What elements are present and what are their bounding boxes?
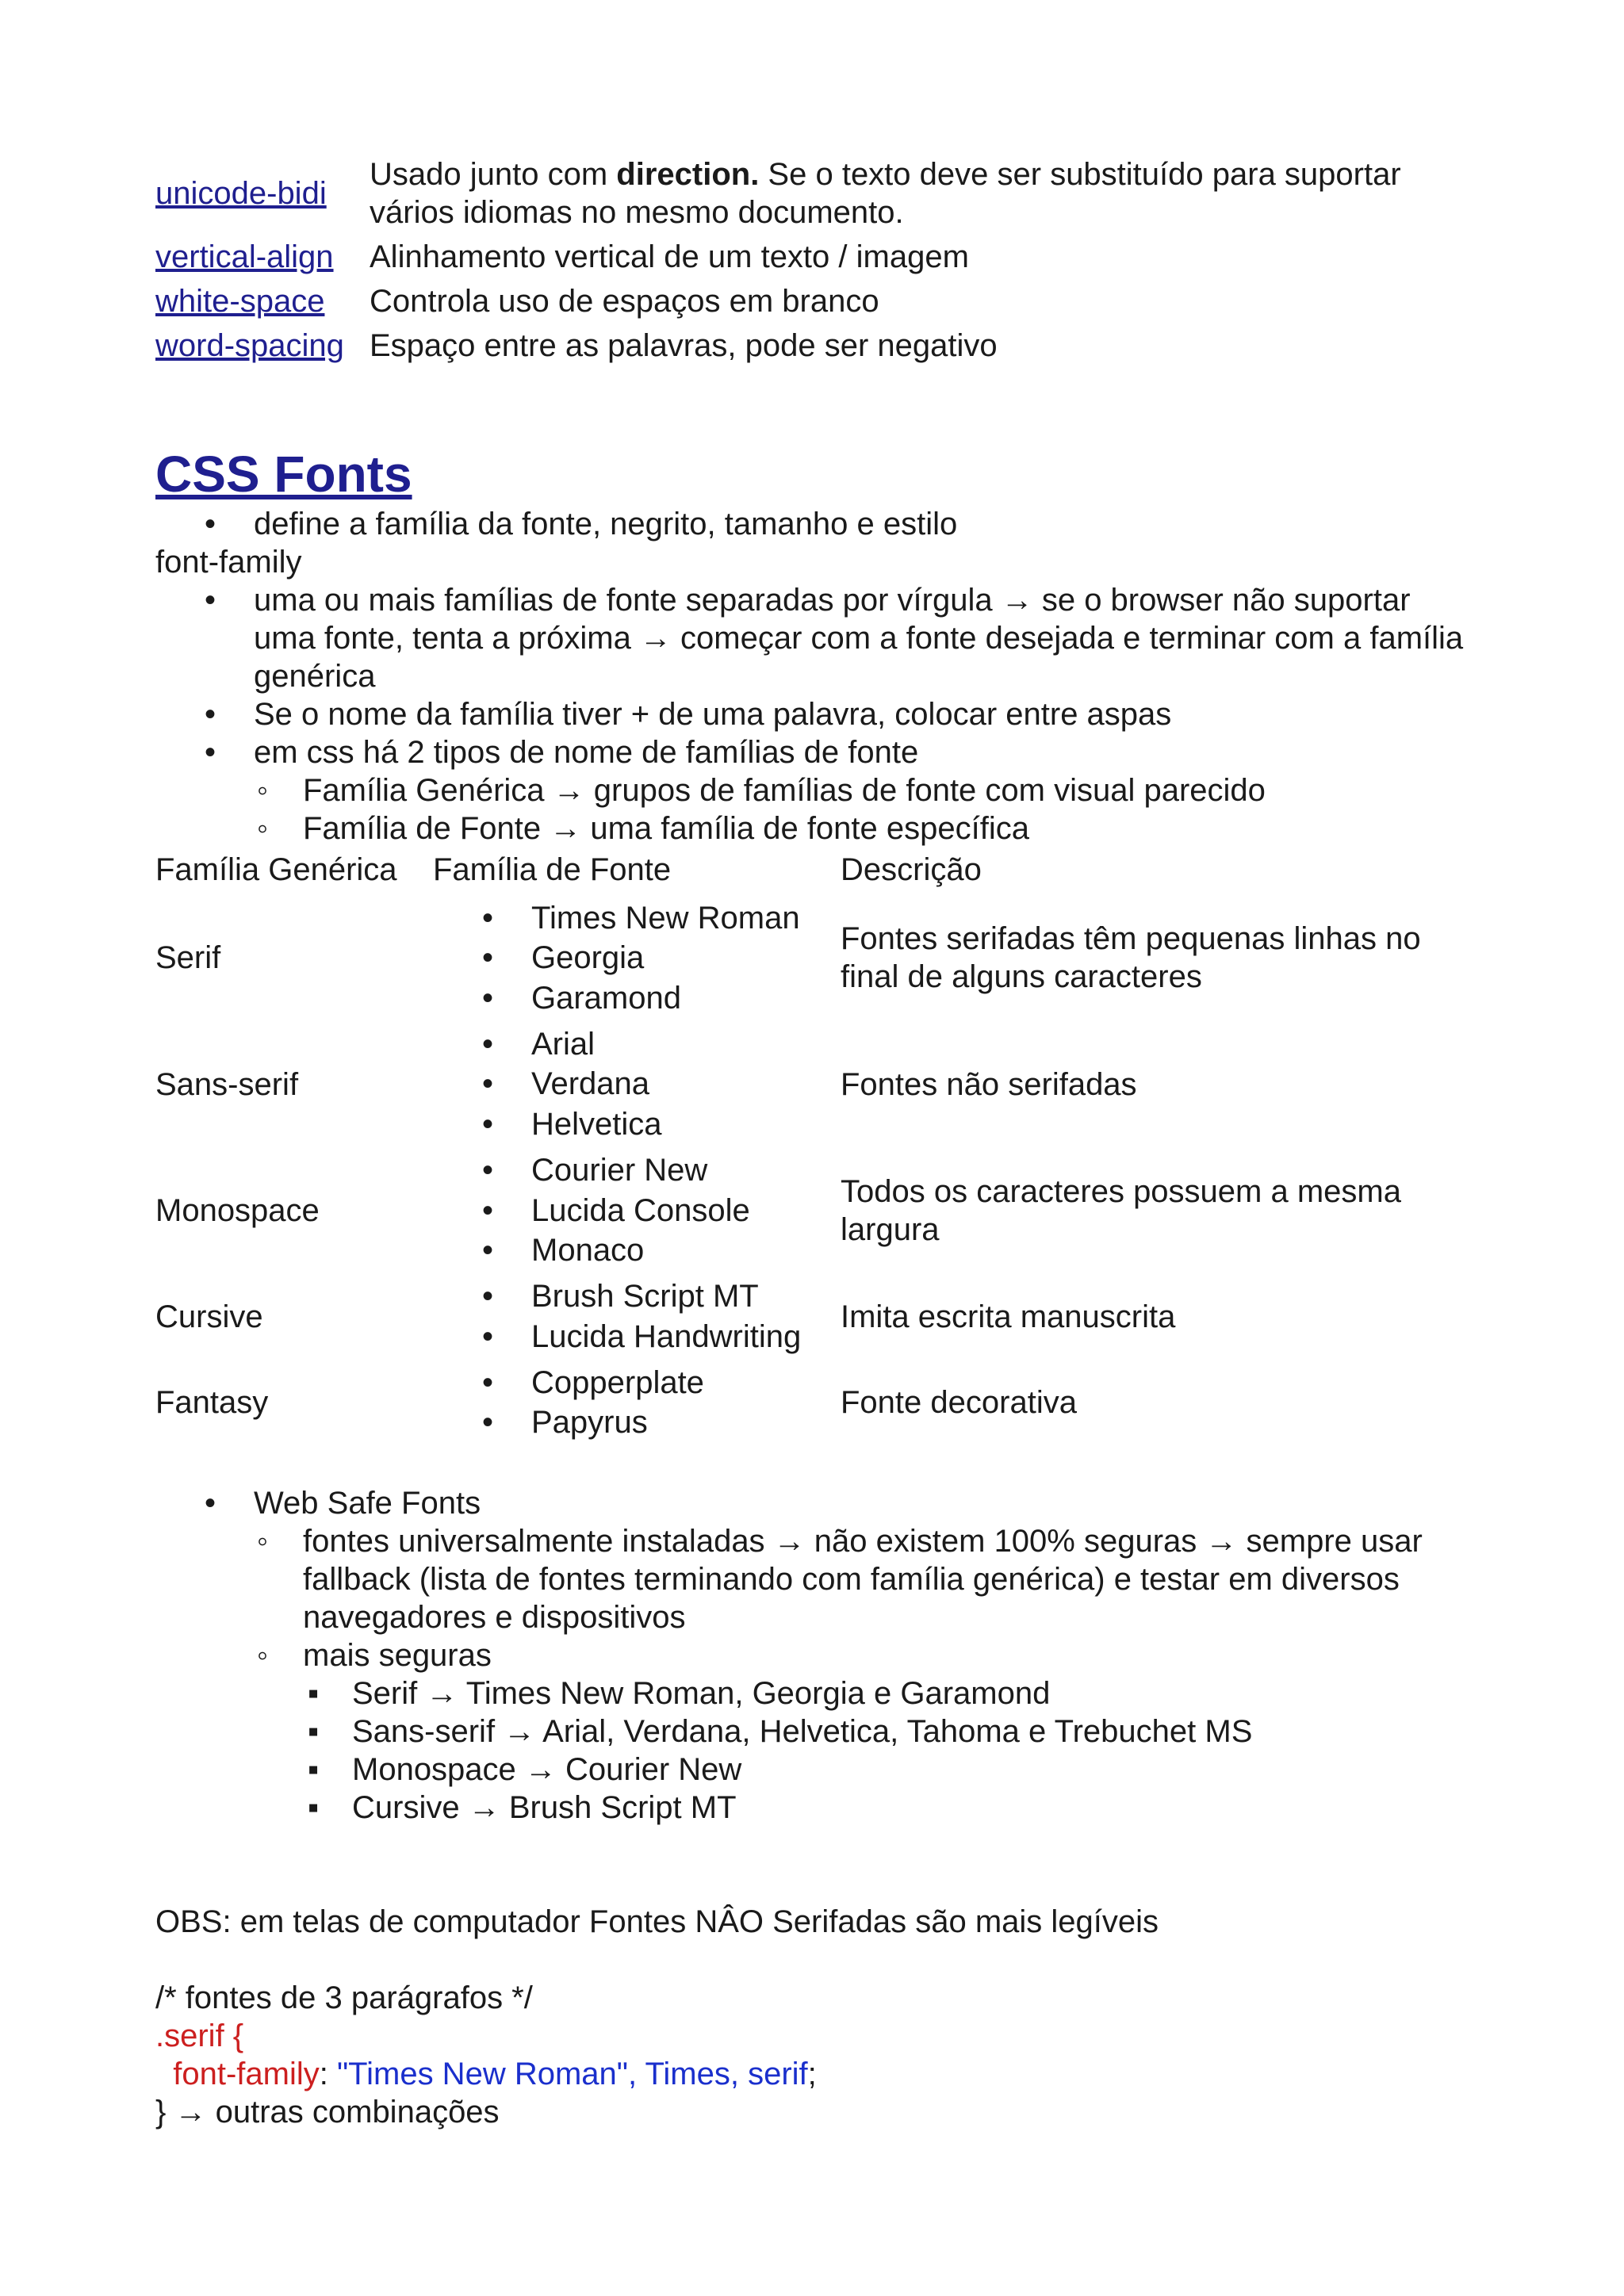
table-row [155,279,1472,323]
font-item: • Brush Script MT [433,1276,841,1316]
web-safe-list [155,1484,1472,1827]
generic-family-cell: Sans-serif [155,1066,299,1102]
table-row [155,323,1472,368]
document-page [155,155,1472,2131]
property-link-word-spacing[interactable]: word-spacing [155,328,344,363]
safe-font-item: ▪ Monospace → Courier New [155,1751,1472,1789]
spacer [155,1446,1472,1484]
obs-note: OBS: em telas de computador Fontes NÂO Serifadas são mais legíveis [155,1904,1159,1939]
font-list-cell [433,1147,841,1273]
property-link-vertical-align[interactable]: vertical-align [155,239,334,274]
column-header-font: Família de Fonte [433,851,672,887]
property-description: Controla uso de espaços em branco [370,284,879,319]
code-comment: /* fontes de 3 parágrafos */ [155,1980,533,2015]
font-item: • Lucida Console [433,1191,841,1230]
list-item: • em css há 2 tipos de nome de famílias de fonte [155,733,1472,771]
font-list-cell [433,1360,841,1446]
safe-font-item: ▪ Sans-serif → Arial, Verdana, Helvetica, Tahoma e Trebuchet MS [155,1712,1472,1751]
description-cell: Fontes serifadas têm pequenas linhas no final de alguns caracteres [841,921,1421,995]
list-item: • Web Safe Fonts [155,1484,1472,1522]
font-families-table [155,848,1472,1446]
table-row [155,235,1472,279]
list-item: • define a família da fonte, negrito, tamanho e estilo [155,505,1472,543]
description-cell: Imita escrita manuscrita [841,1299,1176,1334]
font-item: • Monaco [433,1230,841,1270]
description-cell: Fonte decorativa [841,1385,1077,1421]
generic-family-cell: Serif [155,940,221,976]
font-list-cell [433,1021,841,1147]
font-item: • Georgia [433,938,841,978]
property-description: Alinhamento vertical de um texto / imagem [370,239,969,274]
property-link-unicode-bidi[interactable]: unicode-bidi [155,176,327,211]
font-item: • Verdana [433,1064,841,1104]
css-properties-table [155,155,1472,368]
sub-list-item: ◦ mais seguras [155,1636,1472,1674]
code-close: } → outras combinações [155,2094,500,2130]
code-selector: .serif { [155,2018,244,2053]
generic-family-cell: Cursive [155,1299,263,1334]
table-row [155,155,1472,235]
sub-list-item: ◦ Família Genérica → grupos de famílias de fonte com visual parecido [155,771,1472,809]
safe-font-item: ▪ Serif → Times New Roman, Georgia e Garamond [155,1674,1472,1712]
code-example [155,1979,1472,2131]
generic-family-cell: Fantasy [155,1385,269,1421]
sub-list-item: ◦ fontes universalmente instaladas → não existem 100% seguras → sempre usar fallback (lista de fontes terminando com família genérica) e testar em diversos navegadores e dispositivos [155,1522,1472,1636]
code-value: "Times New Roman", Times, serif [336,2056,808,2091]
property-link-white-space[interactable]: white-space [155,284,325,319]
spacer [155,1941,1472,1979]
font-item: • Arial [433,1024,841,1064]
column-header-description: Descrição [841,851,982,887]
list-item: • Se o nome da família tiver + de uma palavra, colocar entre aspas [155,695,1472,733]
font-list-cell [433,1273,841,1360]
safe-font-item: ▪ Cursive → Brush Script MT [155,1789,1472,1827]
font-item: • Papyrus [433,1402,841,1442]
column-header-generic: Família Genérica [155,851,397,887]
code-property: font-family [173,2056,320,2091]
description-cell: Todos os caracteres possuem a mesma largura [841,1173,1401,1247]
spacer [155,1827,1472,1903]
font-family-label: font-family [155,544,302,580]
font-item: • Times New Roman [433,898,841,938]
font-item: • Garamond [433,978,841,1018]
intro-list [155,505,1472,543]
bold-term: direction. [616,157,760,192]
property-description: Espaço entre as palavras, pode ser negativo [370,328,998,363]
property-description: Usado junto com direction. Se o texto deve ser substituído para suportar vários idiomas no mesmo documento. [370,157,1401,230]
section-title[interactable]: CSS Fonts [155,446,412,503]
font-family-list [155,581,1472,848]
sub-list-item: ◦ Família de Fonte → uma família de fonte específica [155,809,1472,848]
generic-family-cell: Monospace [155,1192,320,1228]
font-item: • Helvetica [433,1104,841,1144]
font-item: • Lucida Handwriting [433,1317,841,1357]
code-declaration: font-family: "Times New Roman", Times, serif; [173,2056,817,2091]
font-item: • Copperplate [433,1363,841,1402]
description-cell: Fontes não serifadas [841,1066,1137,1102]
font-item: • Courier New [433,1150,841,1190]
font-list-cell [433,895,841,1021]
list-item: • uma ou mais famílias de fonte separadas por vírgula → se o browser não suportar uma fonte, tenta a próxima → começar com a fonte desejada e terminar com a família genérica [155,581,1472,695]
